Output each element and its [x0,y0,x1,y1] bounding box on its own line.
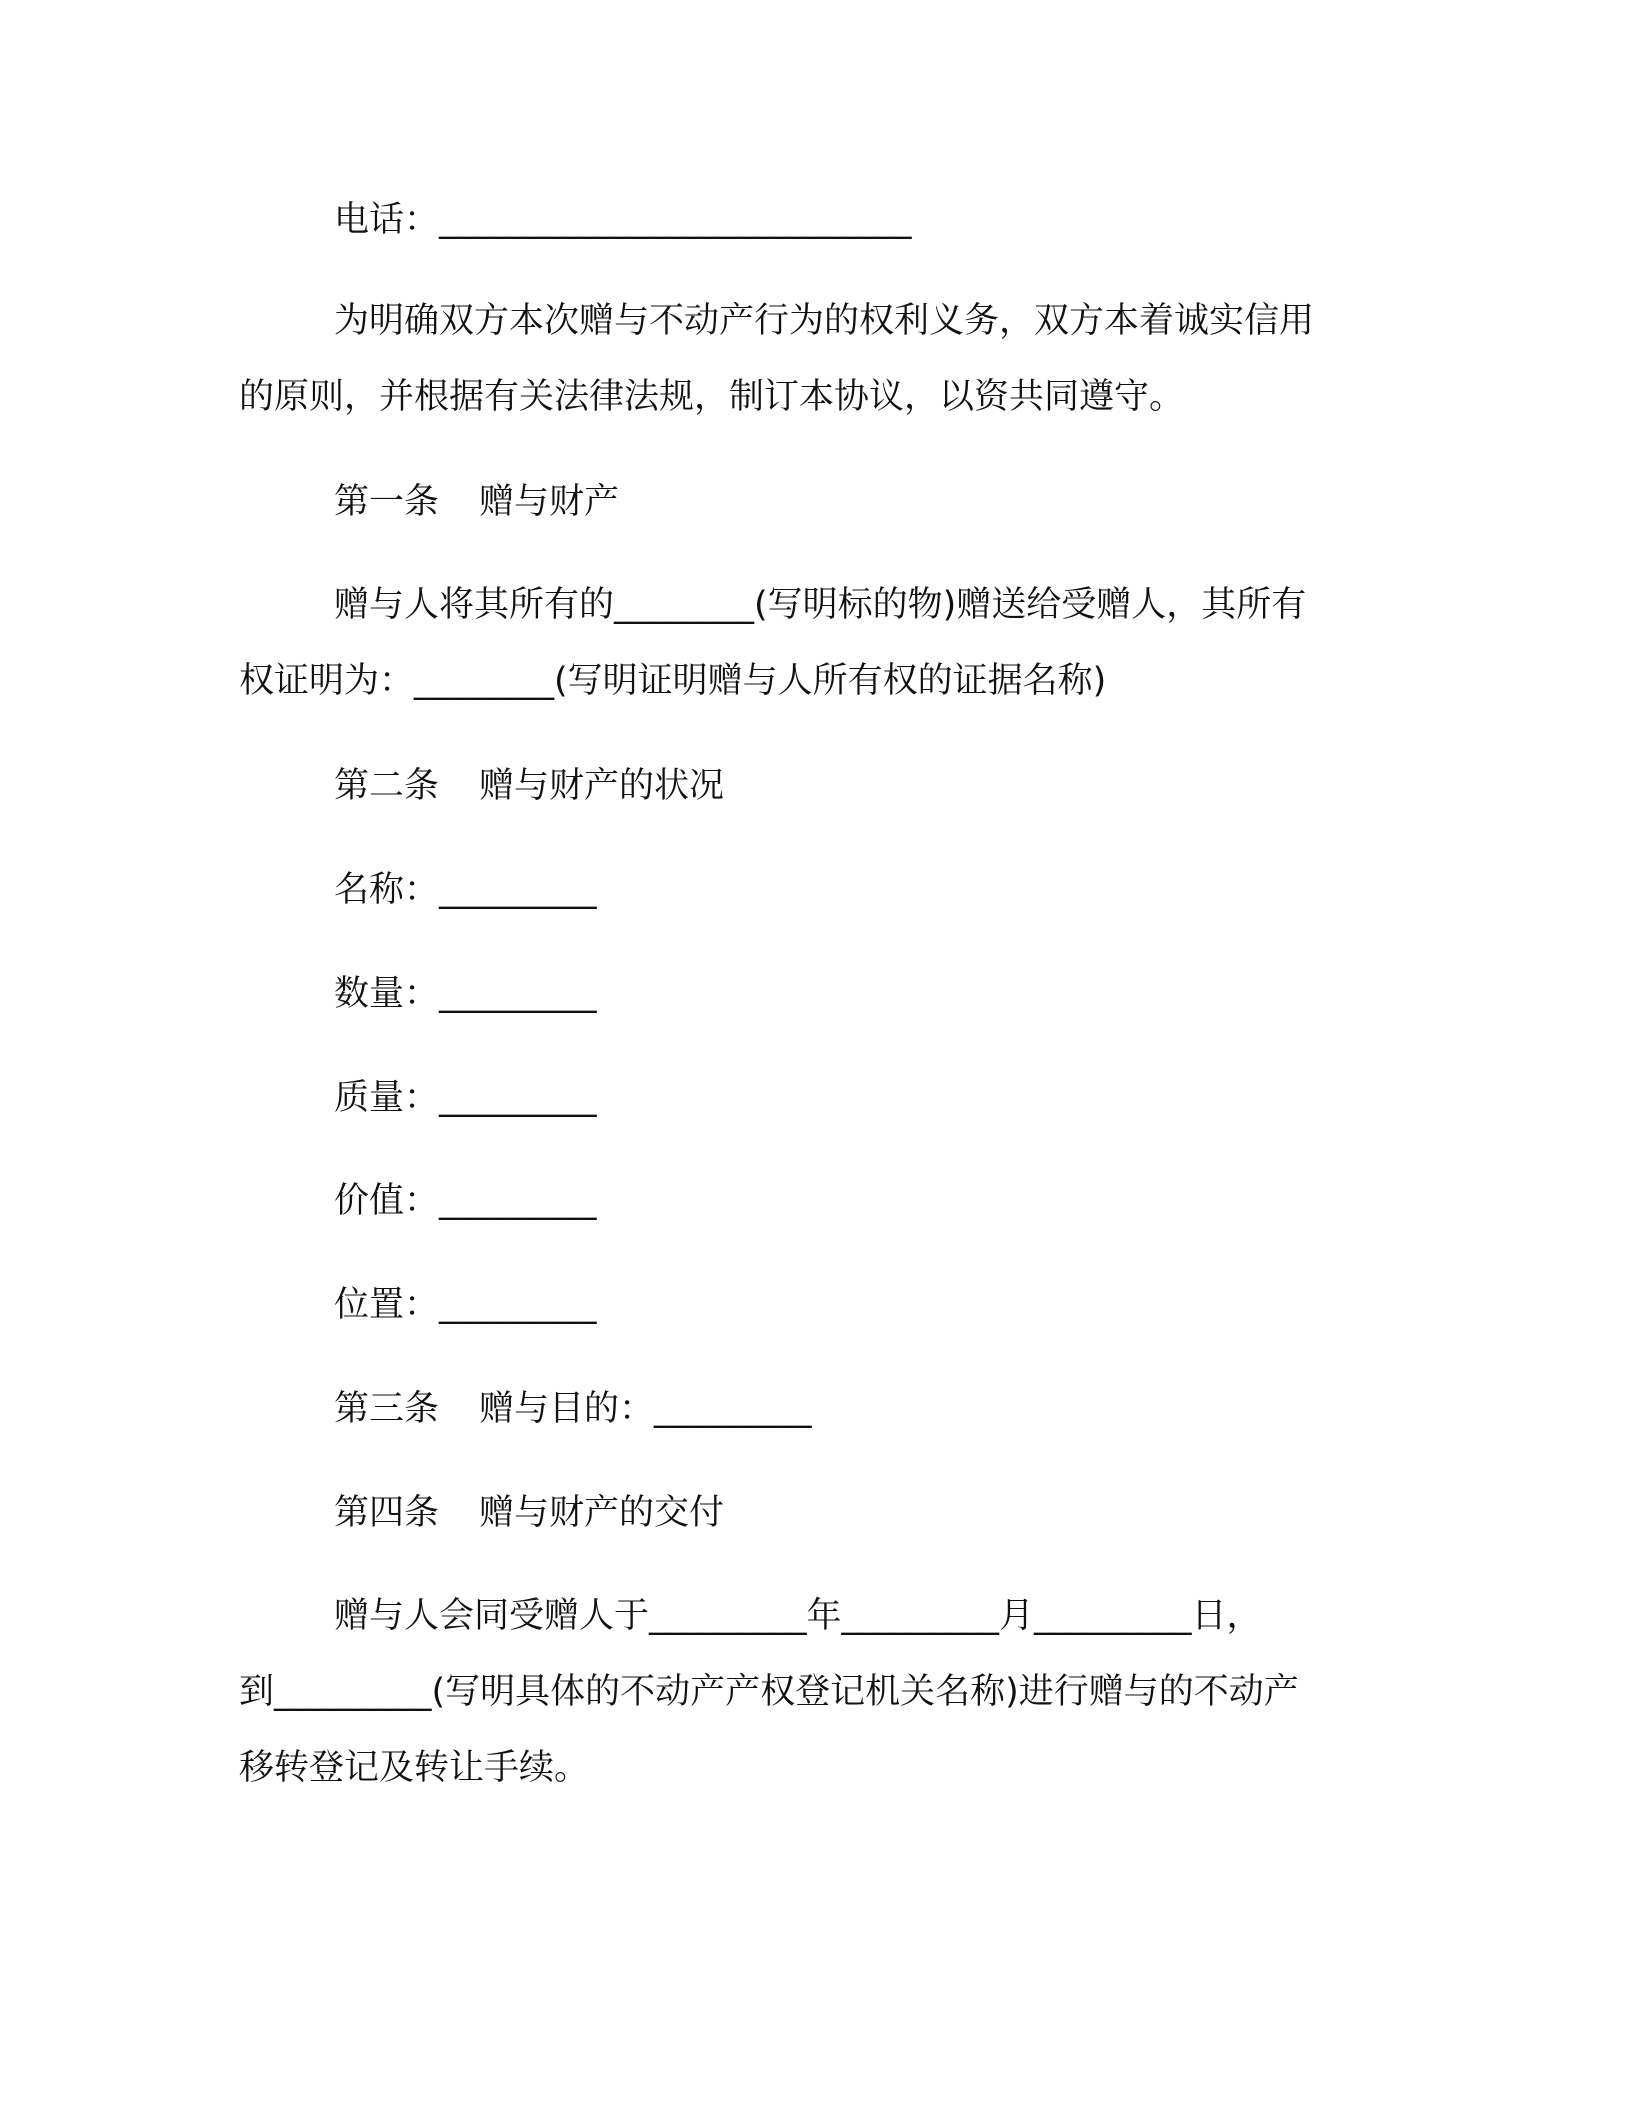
article-1-heading [0,478,1632,526]
article-1-title: 赠与财产 [479,482,620,522]
article-4-text-line-3: 移转登记及转让手续。 [239,1748,590,1788]
article-4-heading [0,1489,1632,1537]
article-4-text-line-1: 赠与人会同受赠人于_________年_________月_________日， [334,1596,1262,1636]
article-4-label: 第四条 [334,1493,440,1533]
article-1-label: 第一条 [334,482,440,522]
intro-paragraph-line-1: 为明确双方本次赠与不动产行为的权利义务，双方本着诚实信用 [334,301,1315,341]
article-1-text-line-2: 权证明为：________(写明证明赠与人所有权的证据名称) [239,661,1107,701]
article-4-text-line-2: 到_________(写明具体的不动产产权登记机关名称)进行赠与的不动产 [239,1672,1299,1712]
field-quantity: 数量：_________ [334,974,597,1014]
field-location: 位置：_________ [334,1285,597,1325]
field-quality: 质量：_________ [334,1078,597,1118]
article-2-title: 赠与财产的状况 [479,766,725,806]
article-2-heading [0,762,1632,810]
phone-line: 电话：___________________________ [334,200,912,240]
article-4-title: 赠与财产的交付 [479,1493,725,1533]
article-3-label: 第三条 [334,1389,440,1429]
article-1-text-line-1: 赠与人将其所有的________(写明标的物)赠送给受赠人，其所有 [334,585,1307,625]
field-value: 价值：_________ [334,1181,597,1221]
field-name: 名称：_________ [334,870,597,910]
article-3-title: 赠与目的：_________ [479,1389,812,1429]
article-3-heading [0,1385,1632,1433]
article-2-label: 第二条 [334,766,440,806]
intro-paragraph-line-2: 的原则，并根据有关法律法规，制订本协议，以资共同遵守。 [239,377,1185,417]
